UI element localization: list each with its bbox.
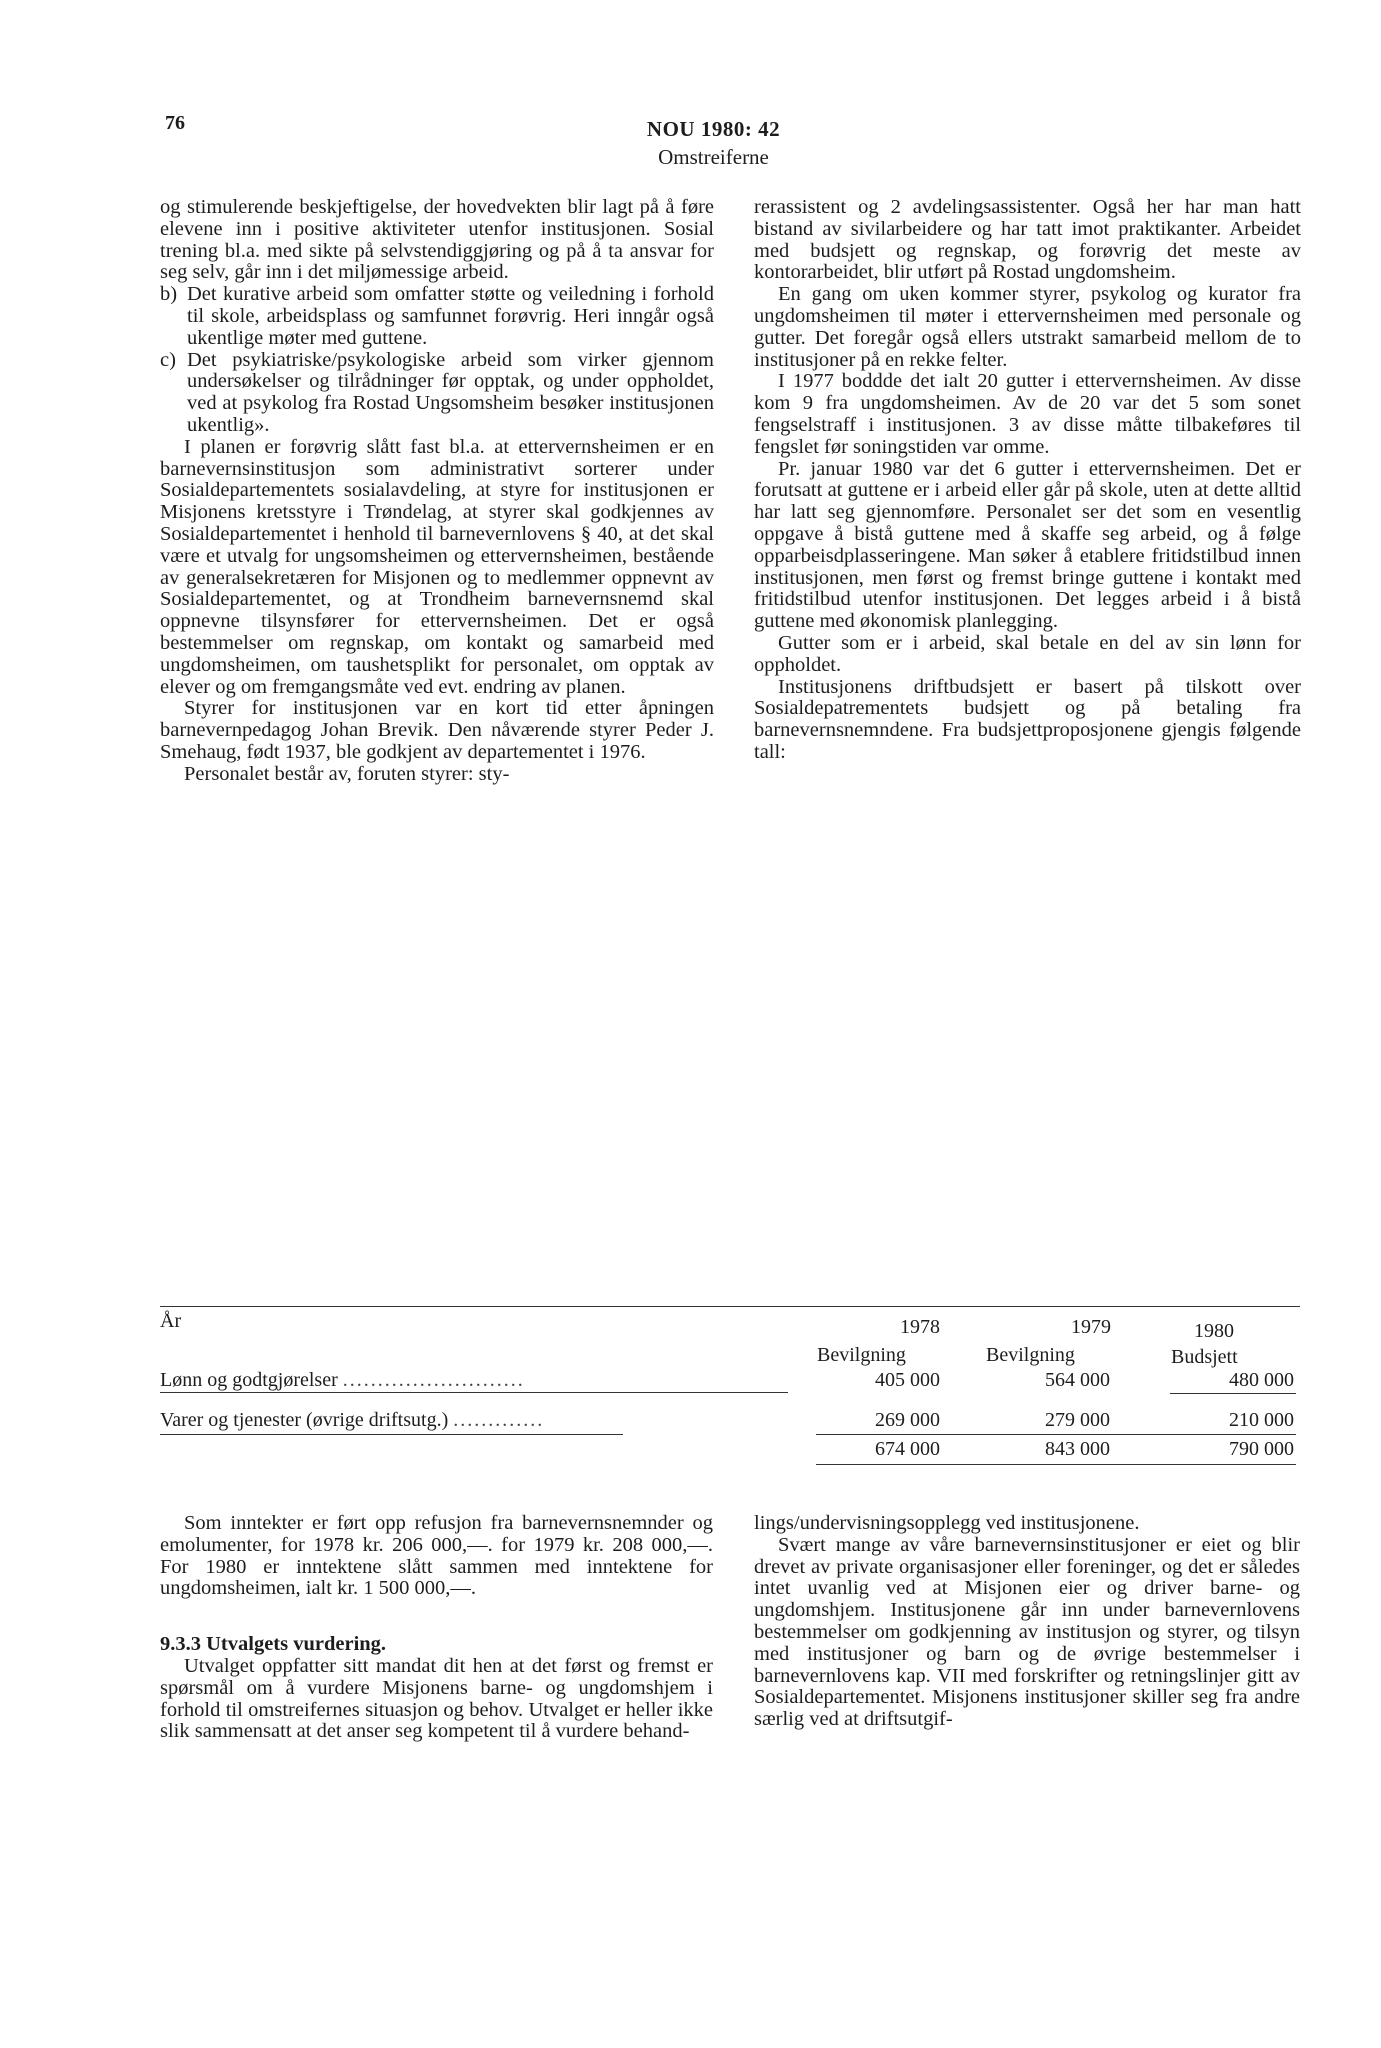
paragraph: Personalet består av, foruten styrer: sty- [184,762,510,785]
paragraph: I planen er forøvrig slått fast bl.a. at ettervernsheimen er en barnevernsinstitusjon som administrativt sorterer under Sosialdepartementets sosialavdeling, at styre for institusjonen er Misjonens kretsstyre i Trøndelag, at styrer skal godkjennes av Sosialdepartementet i henhold til barnevernlovens § 40, at det skal være et utvalg for ungsomsheimen og ettervernsheimen, bestående av generalsekretæren for Misjonen og to medlemmer oppnevnt av Sosialdepartementet, og at Trondheim barnevernsnemd skal oppnevne tilsynsfører for ettervernsheimen. Det er også bestemmelser om regnskap, om kontakt og samarbeid med ungdomsheimen, om taushetsplikt for personalet, om opptak av elever og om fremgangsmåte ved evt. endring av planen. [160,435,714,698]
column-year-1978: 1978 [900,1316,940,1338]
page-number: 76 [165,112,185,134]
paragraph: Institusjonens driftbudsjett er basert på tilskott over Sosialdepatrementets budsjett og på betaling fra barnevernsnemndene. Fra budsjettproposjonene gjengis følgende tall: [754,675,1301,763]
list-marker: b) [160,283,178,306]
column-type-1980: Budsjett [1171,1346,1238,1368]
paragraph: Utvalget oppfatter sitt mandat dit hen at det først og fremst er spørsmål om å vurdere Misjonens barne- og ungdomshjem i forhold til omstreifernes situasjon og behov. Utvalget er heller ikke slik sammensatt at det anser seg kompetent til å vurdere behand- [160,1654,713,1743]
paragraph: I 1977 boddde det ialt 20 gutter i ettervernsheimen. Av disse kom 9 fra ungdomsheimen. Av de 20 var det 5 som sonet fengselstraff i institusjonen. 3 av disse måtte tilbakeføres til fengslet før soningstiden var omme. [754,370,1301,458]
total-1980: 790 000 [1229,1438,1294,1460]
cell-1979: 564 000 [1045,1369,1110,1391]
paragraph: Svært mange av våre barnevernsinstitusjoner er eiet og blir drevet av private organisasjoner eller foreninger, og det er således intet uvanlig ved at Misjonen eier og driver barne- og ungdomshjem. Institusjonene går inn under barnevernlovens bestemmelser om godkjenning av institusjon og styrer, og tilsyn med institusjoner og barn og de øvrige bestemmelser i barnevernlovens kap. VII med forskrifter og retningslinjer gitt av Sosialdepartementet. Misjonens institusjoner skiller seg fra andre særlig ved at driftsutgif- [754,1533,1300,1731]
column-year-1979: 1979 [1071,1316,1111,1338]
total-1979: 843 000 [1045,1438,1110,1460]
paragraph: En gang om uken kommer styrer, psykolog og kurator fra ungdomsheimen til møter i ettervernsheimen med personale og gutter. Det foregår også ellers utstrakt samarbeid mellom de to institusjoner på en rekke felter. [754,283,1301,371]
cell-1978: 269 000 [875,1409,940,1431]
list-item-text: Det psykiatriske/psykologiske arbeid som virker gjennom undersøkelser og tilrådninger før opptak, og under oppholdet, ved at psykolog fra Rostad Ungsomsheim besøker institusjonen ukentlig». [187,348,714,436]
cell-1980: 480 000 [1229,1369,1294,1391]
row-label: Lønn og godtgjørelser .......................... [160,1369,525,1391]
column-type-1978: Bevilgning [817,1344,906,1366]
table-row [160,1409,1300,1435]
running-header [0,116,1381,172]
cell-1980: 210 000 [1229,1409,1294,1431]
row-rule [160,1434,623,1435]
paragraph: Som inntekter er ført opp refusjon fra barnevernsnemnder og emolumenter, for 1978 kr. 206 000,—. for 1979 kr. 208 000,—. For 1980 er inntektene slått sammen med inntektene for ungdomsheimen, ialt kr. 1 500 000,—. [160,1512,713,1600]
year-label: År [160,1310,182,1332]
cell-1979: 279 000 [1045,1409,1110,1431]
row-rule [160,1392,788,1393]
right-column-bottom [754,1513,1300,1731]
total-1978: 674 000 [875,1438,940,1460]
table-top-rule [160,1306,1300,1307]
totals-row [160,1438,1300,1464]
report-series: NOU 1980: 42 [646,117,781,141]
cell-1978: 405 000 [875,1369,940,1391]
report-subtitle: Omstreiferne [658,145,769,169]
paragraph: og stimulerende beskjeftigelse, der hovedvekten blir lagt på å føre elevene inn i positive aktiviteter utenfor institusjonen. Sosial trening bl.a. med sikte på selvstendiggjøring og på å ta ansvar for seg selv, går inn i det miljømessige arbeid. [160,196,714,284]
paragraph: rerassistent og 2 avdelingsassistenter. Også her har man hatt bistand av sivilarbeidere og har tatt imot praktikanter. Arbeidet med budsjett og regnskap, og forøvrig det meste av kontorarbeidet, blir utført på Rostad ungdomsheim. [754,196,1301,284]
left-column-top [160,197,714,786]
list-item-c [160,350,714,437]
bottom-rule [816,1464,1296,1465]
list-item-b [160,284,714,349]
column-year-1980: 1980 [1194,1320,1234,1342]
list-item-text: Det kurative arbeid som omfatter støtte og veiledning i forhold til skole, arbeidsplass og samfunnet forøvrig. Heri inngår også ukentlige møter med guttene. [187,283,714,349]
paragraph: lings/undervisningsopplegg ved institusjonene. [754,1512,1140,1534]
paragraph: Pr. januar 1980 var det 6 gutter i ettervernsheimen. Det er forutsatt at guttene er i arbeid eller går på skole, uten at dette alltid har latt seg gjennomføre. Personalet ser det som en vesentlig oppgave å bistå guttene med å skaffe seg arbeid, og å følge opparbeisdplasseringene. Man søker å etablere fritidstilbud innen institusjonen, men først og fremst bringe guttene i kontakt med fritidstilbud utenfor institusjonen. Det legges arbeid i å bistå guttene med økonomisk planlegging. [754,457,1301,633]
total-rule [816,1434,1296,1435]
row-label: Varer og tjenester (øvrige driftsutg.) ............. [160,1409,545,1431]
paragraph: Styrer for institusjonen var en kort tid etter åpningen barnevernpedagog Johan Brevik. Den nåværende styrer Peder J. Smehaug, født 1937, ble godkjent av departementet i 1976. [160,697,714,763]
left-column-bottom [160,1513,713,1743]
right-column-top [754,197,1301,764]
paragraph: Gutter som er i arbeid, skal betale en del av sin lønn for oppholdet. [754,631,1301,676]
column-type-1979: Bevilgning [986,1344,1075,1366]
list-marker: c) [160,348,176,371]
section-heading: 9.3.3 Utvalgets vurdering. [160,1633,387,1656]
cell-rule [1170,1393,1296,1394]
